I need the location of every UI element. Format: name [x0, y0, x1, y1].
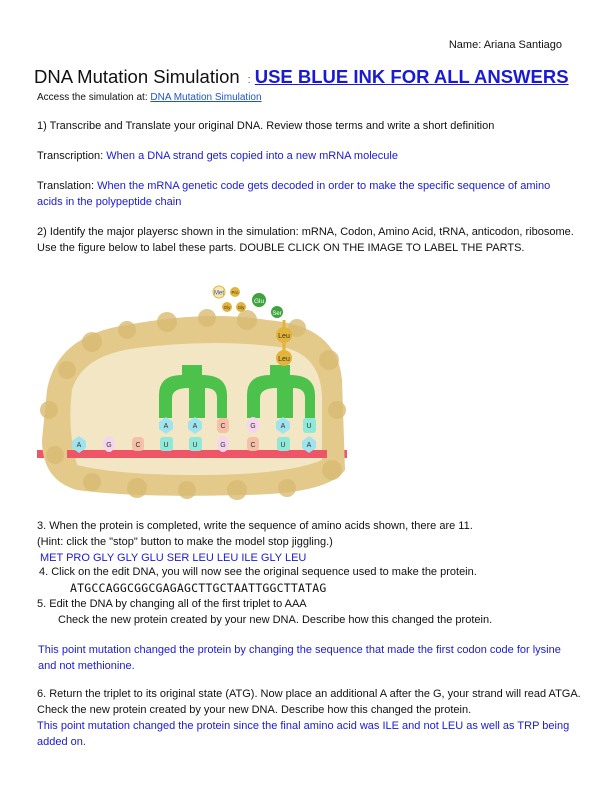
svg-text:G: G	[250, 423, 256, 430]
q5-sub-prompt: Check the new protein created by your new DNA. Describe how this changed the protein.	[58, 614, 493, 626]
blue-ink-instruction[interactable]: USE BLUE INK FOR ALL ANSWERS	[254, 66, 569, 87]
svg-text:A: A	[306, 442, 312, 449]
q3-hint: (Hint: click the "stop" button to make the model stop jiggling.)	[37, 536, 333, 548]
access-line	[37, 90, 262, 106]
svg-text:A: A	[280, 423, 286, 430]
svg-text:U: U	[306, 423, 312, 430]
q6-prompt: 6. Return the triplet to its original state (ATG). Now place an additional A after the G, your strand will read ATGA. Check the new protein created by your new DNA. Describe how this changed the protein.	[37, 688, 581, 716]
svg-text:U: U	[192, 442, 198, 449]
simulation-link[interactable]: DNA Mutation Simulation	[150, 92, 262, 103]
svg-text:Glu: Glu	[253, 298, 265, 305]
q4-prompt: 4. Click on the edit DNA, you will now see the original sequence used to make the protein.	[39, 566, 477, 578]
svg-text:A: A	[76, 442, 82, 449]
title-separator: :	[247, 74, 251, 86]
svg-text:G: G	[220, 442, 226, 449]
translation-figure[interactable]	[37, 280, 347, 500]
q2-prompt-line1: 2) Identify the major playersc shown in the simulation: mRNA, Codon, Amino Acid, tRNA, anticodon, ribosome.	[37, 226, 574, 238]
transcription-line	[37, 148, 577, 164]
svg-text:Leu: Leu	[278, 333, 290, 340]
translation-line	[37, 178, 577, 210]
svg-text:U: U	[163, 442, 169, 449]
transcription-label: Transcription:	[37, 150, 104, 162]
q5-prompt: 5. Edit the DNA by changing all of the first triplet to AAA	[37, 598, 307, 610]
svg-text:C: C	[220, 423, 226, 430]
translation-answer[interactable]: When the mRNA genetic code gets decoded in order to make the specific sequence of amino acids in the polypeptide chain	[37, 180, 551, 208]
access-prefix: Access the simulation at:	[37, 92, 148, 103]
svg-text:Ser: Ser	[272, 311, 282, 317]
svg-text:Pro: Pro	[231, 290, 239, 295]
q5-answer[interactable]: This point mutation changed the protein by changing the sequence that made the first codon code for lysine and not methionine.	[38, 644, 561, 672]
mrna-bases	[72, 436, 316, 453]
svg-text:A: A	[163, 423, 169, 430]
q2-prompt	[37, 224, 597, 256]
ribosome-diagram	[37, 280, 347, 500]
svg-text:Gly: Gly	[223, 305, 231, 310]
svg-text:Leu: Leu	[278, 356, 290, 363]
q6-answer[interactable]: This point mutation changed the protein since the final amino acid was ILE and not LEU as well as TRP being added on.	[37, 720, 570, 748]
translation-label: Translation:	[37, 180, 95, 192]
q2-prompt-line2: Use the figure below to label these parts. DOUBLE CLICK ON THE IMAGE TO LABEL THE PARTS.	[37, 242, 525, 254]
svg-text:Gly: Gly	[237, 305, 245, 310]
page-title	[34, 65, 569, 92]
svg-text:C: C	[135, 442, 141, 449]
title-text: DNA Mutation Simulation	[34, 66, 240, 87]
svg-text:A: A	[192, 423, 198, 430]
q3-block	[37, 518, 577, 566]
dna-sequence: ATGCCAGGCGGCGAGAGCTTGCTAATTGGCTTATAG	[70, 581, 327, 595]
svg-text:G: G	[106, 442, 112, 449]
q3-prompt: 3. When the protein is completed, write the sequence of amino acids shown, there are 11.	[37, 520, 473, 532]
svg-text:U: U	[280, 442, 286, 449]
q3-answer[interactable]: MET PRO GLY GLY GLU SER LEU LEU ILE GLY LEU	[40, 552, 307, 564]
q1-prompt: 1) Transcribe and Translate your original DNA. Review those terms and write a short definition	[37, 120, 495, 132]
svg-text:Met: Met	[213, 290, 225, 297]
transcription-answer[interactable]: When a DNA strand gets copied into a new mRNA molecule	[106, 150, 398, 162]
svg-text:C: C	[250, 442, 256, 449]
student-name: Name: Ariana Santiago	[448, 39, 562, 51]
